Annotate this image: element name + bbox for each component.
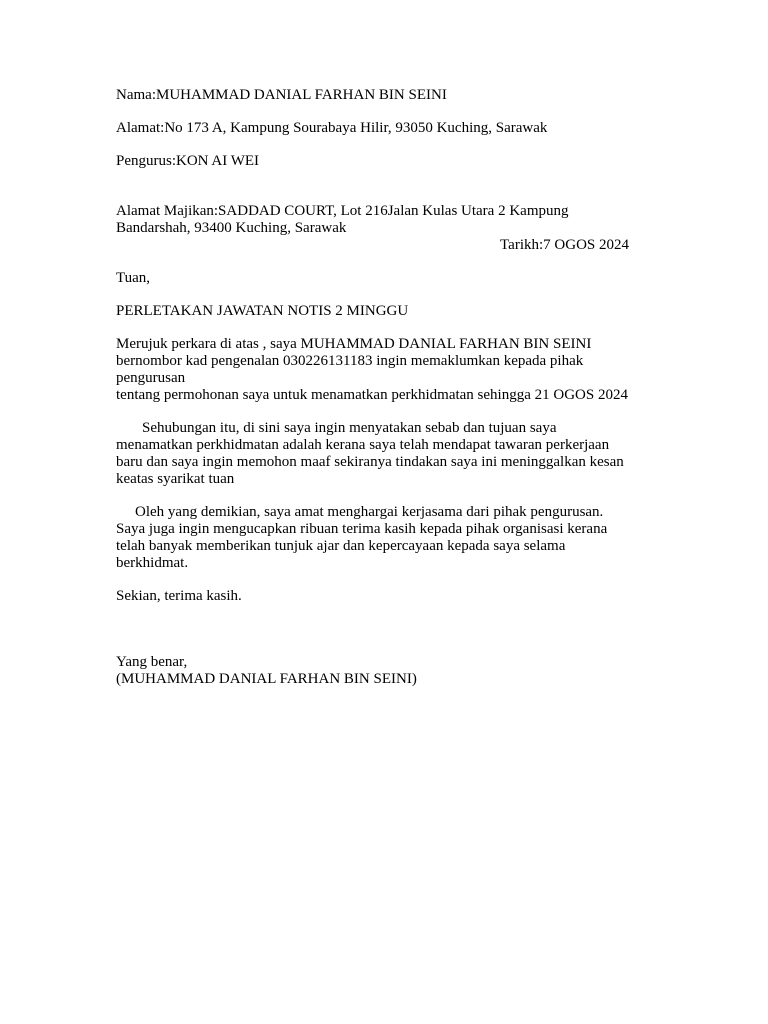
paragraph-3-line: telah banyak memberikan tunjuk ajar dan kepercayaan kepada saya selama bbox=[116, 538, 566, 554]
salutation: Tuan, bbox=[116, 270, 151, 286]
paragraph-1-line: tentang permohonan saya untuk menamatkan perkhidmatan sehingga 21 OGOS 2024 bbox=[116, 387, 628, 403]
letter-page bbox=[116, 87, 646, 688]
paragraph-3-line: Saya juga ingin mengucapkan ribuan terima kasih kepada pihak organisasi kerana bbox=[116, 521, 608, 537]
paragraph-2-line: Sehubungan itu, di sini saya ingin menyatakan sebab dan tujuan saya bbox=[142, 420, 557, 436]
paragraph-2-line: keatas syarikat tuan bbox=[116, 471, 235, 487]
closing: Sekian, terima kasih. bbox=[116, 588, 242, 604]
sender-name: Nama:MUHAMMAD DANIAL FARHAN BIN SEINI bbox=[116, 87, 447, 103]
letter-subject: PERLETAKAN JAWATAN NOTIS 2 MINGGU bbox=[116, 303, 409, 319]
paragraph-1-line: Merujuk perkara di atas , saya MUHAMMAD DANIAL FARHAN BIN SEINI bbox=[116, 336, 592, 352]
employer-address bbox=[116, 203, 646, 237]
paragraph-2-line: baru dan saya ingin memohon maaf sekiranya tindakan saya ini meninggalkan kesan bbox=[116, 454, 624, 470]
paragraph-3 bbox=[116, 504, 646, 572]
paragraph-2 bbox=[116, 420, 646, 488]
paragraph-3-line: berkhidmat. bbox=[116, 555, 189, 571]
employer-address-line1: Alamat Majikan:SADDAD COURT, Lot 216Jalan Kulas Utara 2 Kampung bbox=[116, 203, 569, 219]
letter-date: Tarikh:7 OGOS 2024 bbox=[500, 237, 629, 253]
employer-address-line2: Bandarshah, 93400 Kuching, Sarawak bbox=[116, 220, 347, 236]
manager-name: Pengurus:KON AI WEI bbox=[116, 153, 260, 169]
paragraph-1 bbox=[116, 336, 646, 404]
paragraph-2-line: menamatkan perkhidmatan adalah kerana saya telah mendapat tawaran perkerjaan bbox=[116, 437, 610, 453]
paragraph-3-line: Oleh yang demikian, saya amat menghargai kerjasama dari pihak pengurusan. bbox=[135, 504, 604, 520]
signoff: Yang benar, bbox=[116, 654, 188, 670]
paragraph-1-line: bernombor kad pengenalan 030226131183 ingin memaklumkan kepada pihak bbox=[116, 353, 584, 369]
sender-address: Alamat:No 173 A, Kampung Sourabaya Hilir, 93050 Kuching, Sarawak bbox=[116, 120, 548, 136]
signature-name: (MUHAMMAD DANIAL FARHAN BIN SEINI) bbox=[116, 671, 417, 687]
paragraph-1-line: pengurusan bbox=[116, 370, 186, 386]
